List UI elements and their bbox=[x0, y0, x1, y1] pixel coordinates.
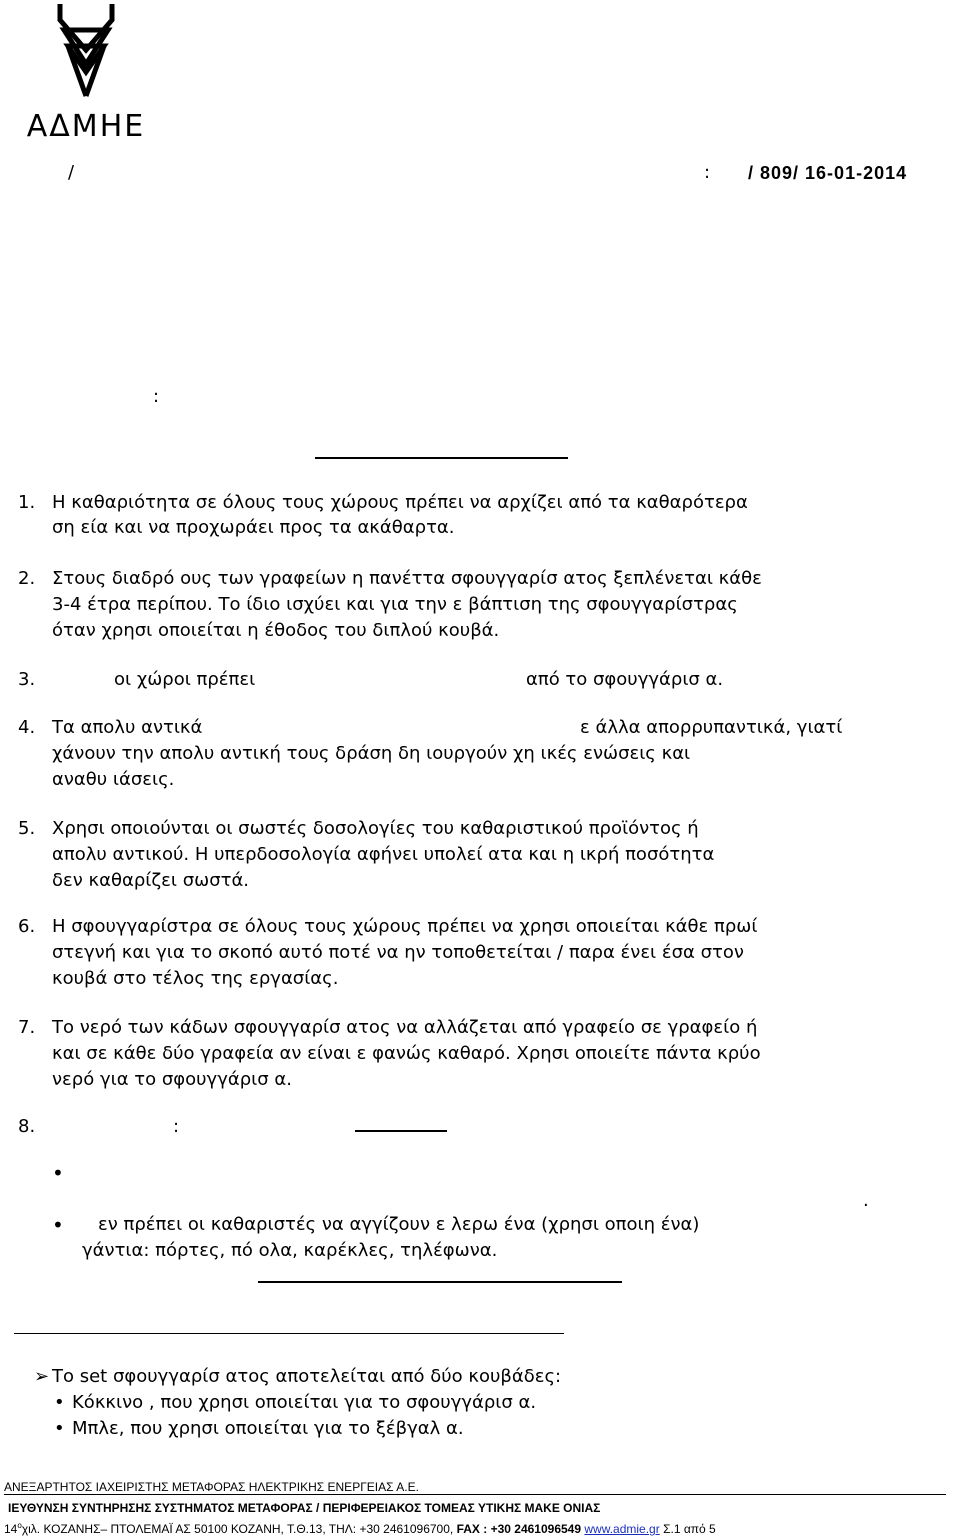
item-number: 4. bbox=[18, 717, 36, 738]
item-text-line: Χρησι οποιούνται οι σωστές δοσολογίες του καθαριστικού προϊόντος ή bbox=[52, 818, 699, 839]
underline-rule bbox=[315, 457, 568, 459]
header-colon: : bbox=[704, 162, 711, 183]
underline-rule bbox=[355, 1130, 447, 1132]
bullet-icon: • bbox=[54, 1392, 65, 1413]
item-text-line: και σε κάθε δύο γραφεία αν είναι ε φανώς καθαρό. Χρησι οποιείτε πάντα κρύο bbox=[52, 1043, 761, 1064]
item-text-line: όταν χρησι οποιείται η έθοδος του διπλού κουβά. bbox=[52, 620, 500, 641]
admie-logo bbox=[14, 0, 158, 142]
item-text-fragment: Τα απολυ αντικά bbox=[52, 717, 203, 738]
item-text-line: χάνουν την απολυ αντική τους δράση δη ιουργούν χη ικές ενώσεις και bbox=[52, 743, 691, 764]
footer-rule bbox=[4, 1494, 946, 1495]
bullet-icon: • bbox=[52, 1161, 64, 1185]
set-intro-text: Το set σφουγγαρίσ ατος αποτελείται από δύο κουβάδες: bbox=[52, 1366, 562, 1387]
item-text-fragment: ε άλλα απορρυπαντικά, γιατί bbox=[580, 717, 843, 738]
underline-rule bbox=[258, 1281, 622, 1283]
item-text-fragment: οι χώροι πρέπει bbox=[114, 669, 256, 690]
section-colon: : bbox=[153, 386, 160, 407]
document-code: / 809/ 16-01-2014 bbox=[748, 163, 908, 183]
item-text-fragment: από το σφουγγάρισ α. bbox=[526, 669, 724, 690]
item-text-line: ση εία και να προχωράει προς τα ακάθαρτα. bbox=[52, 517, 455, 538]
item-text-line: απολυ αντικού. Η υπερδοσολογία αφήνει υπολεί ατα και η ικρή ποσότητα bbox=[52, 844, 715, 865]
footer-company: ΑΝΕΞΑΡΤΗΤΟΣ ΙΑΧΕΙΡΙΣΤΗΣ ΜΕΤΑΦΟΡΑΣ ΗΛΕΚΤΡΙΚΗΣ ΕΝΕΡΓΕΙΑΣ Α.Ε. bbox=[4, 1480, 419, 1494]
item-text-line: στεγνή και για το σκοπό αυτό ποτέ να ην τοποθετείται / παρα ένει έσα στον bbox=[52, 942, 744, 963]
item-colon: : bbox=[173, 1116, 180, 1137]
item-number: 8. bbox=[18, 1116, 36, 1137]
item-text-line: Στους διαδρό ους των γραφείων η πανέττα σφουγγαρίσ ατος ξεπλένεται κάθε bbox=[52, 568, 762, 589]
item-number: 1. bbox=[18, 492, 36, 513]
website-link[interactable]: www.admie.gr bbox=[584, 1522, 660, 1536]
item-text-line: 3-4 έτρα περίπου. Το ίδιο ισχύει και για την ε βάπτιση της σφουγγαρίστρας bbox=[52, 594, 738, 615]
item-number: 5. bbox=[18, 818, 36, 839]
bullet-text-line: γάντια: πόρτες, πό ολα, καρέκλες, τηλέφωνα. bbox=[82, 1240, 498, 1261]
footer-division: ΙΕΥΘΥΝΣΗ ΣΥΝΤΗΡΗΣΗΣ ΣΥΣΤΗΜΑΤΟΣ ΜΕΤΑΦΟΡΑΣ / ΠΕΡΙΦΕΡΕΙΑΚΟΣ ΤΟΜΕΑΣ ΥΤΙΚΗΣ ΜΑΚΕ ΟΝΙΑΣ bbox=[8, 1501, 601, 1515]
arrow-bullet-icon: ➢ bbox=[34, 1366, 50, 1387]
item-text-line: δεν καθαρίζει σωστά. bbox=[52, 870, 250, 891]
footer-address: $14^o\chi\iota\lambda$. ΚΟΖΑΝΗΣ– ΠΤΟΛΕΜΑΪ ΑΣ 50100 ΚΟΖΑΝΗ, Τ.Θ.13, ΤΗΛ: +30 2461096700, FAX : +30 2461096549 www.admie.gr Σ.1 από 5 bbox=[4, 1521, 716, 1536]
set-item-text: Μπλε, που χρησι οποιείται για το ξέβγαλ α. bbox=[72, 1418, 464, 1439]
item-number: 6. bbox=[18, 916, 36, 937]
item-text-line: κουβά στο τέλος της εργασίας. bbox=[52, 968, 339, 989]
item-text-line: Το νερό των κάδων σφουγγαρίσ ατος να αλλάζεται από γραφείο σε γραφείο ή bbox=[52, 1017, 758, 1038]
svg-text:ΑΔΜΗΕ: ΑΔΜΗΕ bbox=[26, 109, 146, 142]
set-item-text: Κόκκινο , που χρησι οποιείται για το σφουγγάρισ α. bbox=[72, 1392, 537, 1413]
underline-rule bbox=[14, 1333, 564, 1334]
item-number: 7. bbox=[18, 1017, 36, 1038]
item-number: 3. bbox=[18, 669, 36, 690]
item-text-line: αναθυ ιάσεις. bbox=[52, 769, 175, 790]
bullet-icon: • bbox=[52, 1213, 64, 1237]
item-text-line: Η καθαριότητα σε όλους τους χώρους πρέπει να αρχίζει από τα καθαρότερα bbox=[52, 492, 748, 513]
header-slash: / bbox=[68, 162, 75, 183]
item-text-line: νερό για το σφουγγάρισ α. bbox=[52, 1069, 292, 1090]
item-text-line: Η σφουγγαρίστρα σε όλους τους χώρους πρέπει να χρησι οποιείται κάθε πρωί bbox=[52, 916, 758, 937]
bullet-icon: • bbox=[54, 1418, 65, 1439]
trailing-period: . bbox=[863, 1190, 869, 1211]
bullet-text-line: εν πρέπει οι καθαριστές να αγγίζουν ε λερω ένα (χρησι οποιη ένα) bbox=[98, 1214, 700, 1235]
item-number: 2. bbox=[18, 568, 36, 589]
